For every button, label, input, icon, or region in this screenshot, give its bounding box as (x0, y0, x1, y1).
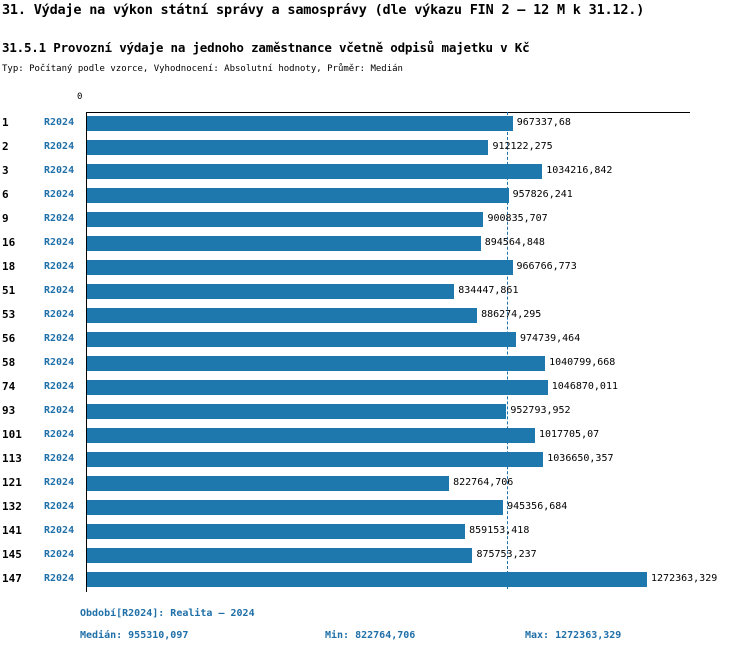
chart-meta: Typ: Počítaný podle vzorce, Vyhodnocení: Absolutní hodnoty, Průměr: Medián (2, 64, 403, 74)
bar-value-label: 1040799,668 (549, 357, 616, 368)
bar-value-label: 900835,707 (487, 213, 548, 224)
row-series-label: R2024 (44, 309, 75, 320)
table-row (0, 160, 750, 184)
bar-value-label: 912122,275 (492, 141, 553, 152)
table-row (0, 280, 750, 304)
row-index: 93 (2, 404, 16, 417)
table-row (0, 448, 750, 472)
bar-value-label: 1272363,329 (651, 573, 718, 584)
table-row (0, 400, 750, 424)
row-series-label: R2024 (44, 261, 75, 272)
bar (87, 428, 535, 443)
axis-zero-label: 0 (77, 92, 83, 102)
bar (87, 212, 483, 227)
row-index: 101 (2, 428, 22, 441)
row-series-label: R2024 (44, 381, 75, 392)
bar-value-label: 1046870,011 (551, 381, 618, 392)
bar-rows (0, 112, 750, 592)
row-series-label: R2024 (44, 165, 75, 176)
row-index: 147 (2, 572, 22, 585)
row-series-label: R2024 (44, 549, 75, 560)
table-row (0, 112, 750, 136)
row-index: 6 (2, 188, 9, 201)
table-row (0, 544, 750, 568)
row-series-label: R2024 (44, 141, 75, 152)
row-series-label: R2024 (44, 405, 75, 416)
row-series-label: R2024 (44, 501, 75, 512)
page-title: 31. Výdaje na výkon státní správy a samosprávy (dle výkazu FIN 2 – 12 M k 31.12.) (2, 2, 645, 18)
legend-min: Min: 822764,706 (325, 630, 416, 641)
legend-median: Medián: 955310,097 (80, 630, 189, 641)
bar-value-label: 974739,464 (520, 333, 581, 344)
table-row (0, 352, 750, 376)
bar-value-label: 957826,241 (512, 189, 573, 200)
row-index: 58 (2, 356, 16, 369)
row-index: 3 (2, 164, 9, 177)
bar-value-label: 859153,418 (469, 525, 530, 536)
table-row (0, 136, 750, 160)
row-index: 74 (2, 380, 16, 393)
row-series-label: R2024 (44, 453, 75, 464)
bar (87, 236, 481, 251)
row-index: 2 (2, 140, 9, 153)
legend-period: Období[R2024]: Realita – 2024 (80, 608, 255, 619)
table-row (0, 256, 750, 280)
table-row (0, 568, 750, 592)
bar (87, 284, 454, 299)
table-row (0, 472, 750, 496)
bar-value-label: 822764,706 (453, 477, 514, 488)
bar-value-label: 1017705,07 (538, 429, 600, 440)
bar (87, 572, 647, 587)
bar-value-label: 1034216,842 (546, 165, 613, 176)
bar-value-label: 952793,952 (510, 405, 571, 416)
bar-value-label: 875753,237 (476, 549, 537, 560)
bar (87, 356, 545, 371)
table-row (0, 376, 750, 400)
bar (87, 188, 509, 203)
bar-value-label: 886274,295 (481, 309, 542, 320)
row-series-label: R2024 (44, 237, 75, 248)
row-index: 16 (2, 236, 16, 249)
row-series-label: R2024 (44, 573, 75, 584)
table-row (0, 232, 750, 256)
bar (87, 164, 542, 179)
bar-value-label: 966766,773 (516, 261, 577, 272)
row-index: 18 (2, 260, 16, 273)
bar (87, 332, 516, 347)
bar (87, 524, 465, 539)
bar (87, 452, 543, 467)
bar (87, 140, 488, 155)
bar (87, 548, 472, 563)
bar (87, 500, 503, 515)
row-series-label: R2024 (44, 525, 75, 536)
bar (87, 260, 513, 275)
bar (87, 476, 449, 491)
row-series-label: R2024 (44, 213, 75, 224)
table-row (0, 304, 750, 328)
row-index: 51 (2, 284, 16, 297)
table-row (0, 184, 750, 208)
table-row (0, 520, 750, 544)
row-index: 1 (2, 116, 9, 129)
bar-value-label: 1036650,357 (547, 453, 614, 464)
row-index: 145 (2, 548, 22, 561)
row-series-label: R2024 (44, 429, 75, 440)
row-index: 113 (2, 452, 22, 465)
chart-legend (0, 600, 750, 654)
plot-area (0, 92, 750, 592)
bar (87, 308, 477, 323)
row-series-label: R2024 (44, 189, 75, 200)
row-index: 56 (2, 332, 16, 345)
row-index: 132 (2, 500, 22, 513)
bar (87, 116, 513, 131)
row-series-label: R2024 (44, 333, 75, 344)
row-series-label: R2024 (44, 117, 75, 128)
row-series-label: R2024 (44, 285, 75, 296)
table-row (0, 328, 750, 352)
chart-subtitle: 31.5.1 Provozní výdaje na jednoho zaměstnance včetně odpisů majetku v Kč (2, 40, 530, 55)
bar-value-label: 967337,68 (516, 117, 571, 128)
legend-max: Max: 1272363,329 (525, 630, 622, 641)
row-index: 141 (2, 524, 22, 537)
row-series-label: R2024 (44, 477, 75, 488)
row-series-label: R2024 (44, 357, 75, 368)
bar (87, 404, 506, 419)
row-index: 121 (2, 476, 22, 489)
bar-value-label: 834447,861 (458, 285, 519, 296)
table-row (0, 208, 750, 232)
row-index: 53 (2, 308, 16, 321)
table-row (0, 424, 750, 448)
row-index: 9 (2, 212, 9, 225)
bar-value-label: 945356,684 (507, 501, 568, 512)
table-row (0, 496, 750, 520)
bar-value-label: 894564,848 (484, 237, 545, 248)
bar (87, 380, 548, 395)
